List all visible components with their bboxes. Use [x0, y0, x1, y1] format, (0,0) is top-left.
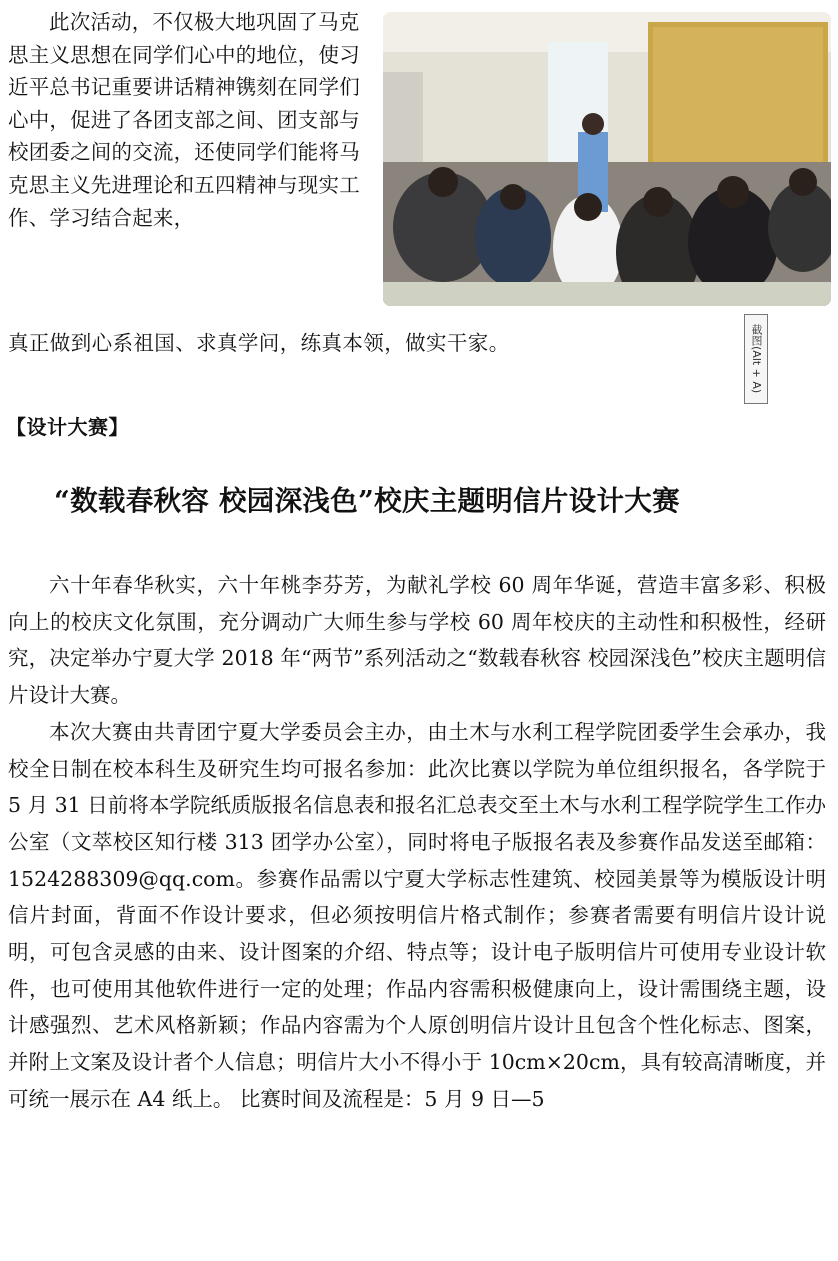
body-paragraph: 本次大赛由共青团宁夏大学委员会主办，由土木与水利工程学院团委学生会承办，我校全日制在校本科生及研究生均可报名参加：此次比赛以学院为单位组织报名，各学院于 5 月 31 日前将本学院纸质版报名信息表和报名汇总表交至土木与水利工程学院学生工作办公室（文萃校区知行楼 313 团学办公室），同时将电子版报名表及参赛作品发送至邮箱：1524288309@qq.com。参赛作品需以宁夏大学标志性建筑、校园美景等为模版设计明信片封面，背面不作设计要求，但必须按明信片格式制作；参赛者需要有明信片设计说明，可包含灵感的由来、设计图案的介绍、特点等；设计电子版明信片可使用专业设计软件，也可使用其他软件进行一定的处理；作品内容需积极健康向上，设计需围绕主题，设计感强烈、艺术风格新颖；作品内容需为个人原创明信片设计且包含个性化标志、图案，并附上文案及设计者个人信息；明信片大小不得小于 10cm×20cm，具有较高清晰度，并可统一展示在 A4 纸上。 比赛时间及流程是：5 月 9 日—5	[8, 719, 826, 1111]
intro-paragraph: 此次活动，不仅极大地巩固了马克思主义思想在同学们心中的地位，使习近平总书记重要讲话精神镌刻在同学们心中，促进了各团支部之间、团支部与校团委之间的交流，还使同学们能将马克思主义先进理论和五四精神与现实工作、学习结合起来，	[8, 10, 360, 230]
classroom-photo-graphic	[383, 12, 831, 306]
screenshot-shortcut-label: 截图(Alt + A)	[750, 324, 763, 394]
body-paragraph: 六十年春华秋实，六十年桃李芬芳，为献礼学校 60 周年华诞，营造丰富多彩、积极向上的校庆文化氛围，充分调动广大师生参与学校 60 周年校庆的主动性和积极性，经研究，决定举办宁夏大学 2018 年“两节”系列活动之“数载春秋容 校园深浅色”校庆主题明信片设计大赛。	[8, 573, 826, 708]
intro-last-line: 真正做到心系祖国、求真学问，练真本领，做实干家。	[8, 331, 510, 355]
classroom-photo	[383, 12, 831, 306]
article-body	[8, 567, 826, 1118]
intro-text-block	[8, 6, 380, 234]
article-title: “数载春秋容 校园深浅色”校庆主题明信片设计大赛	[54, 485, 680, 517]
screenshot-shortcut-tag[interactable]	[744, 314, 768, 404]
section-heading: 【设计大赛】	[6, 415, 129, 439]
